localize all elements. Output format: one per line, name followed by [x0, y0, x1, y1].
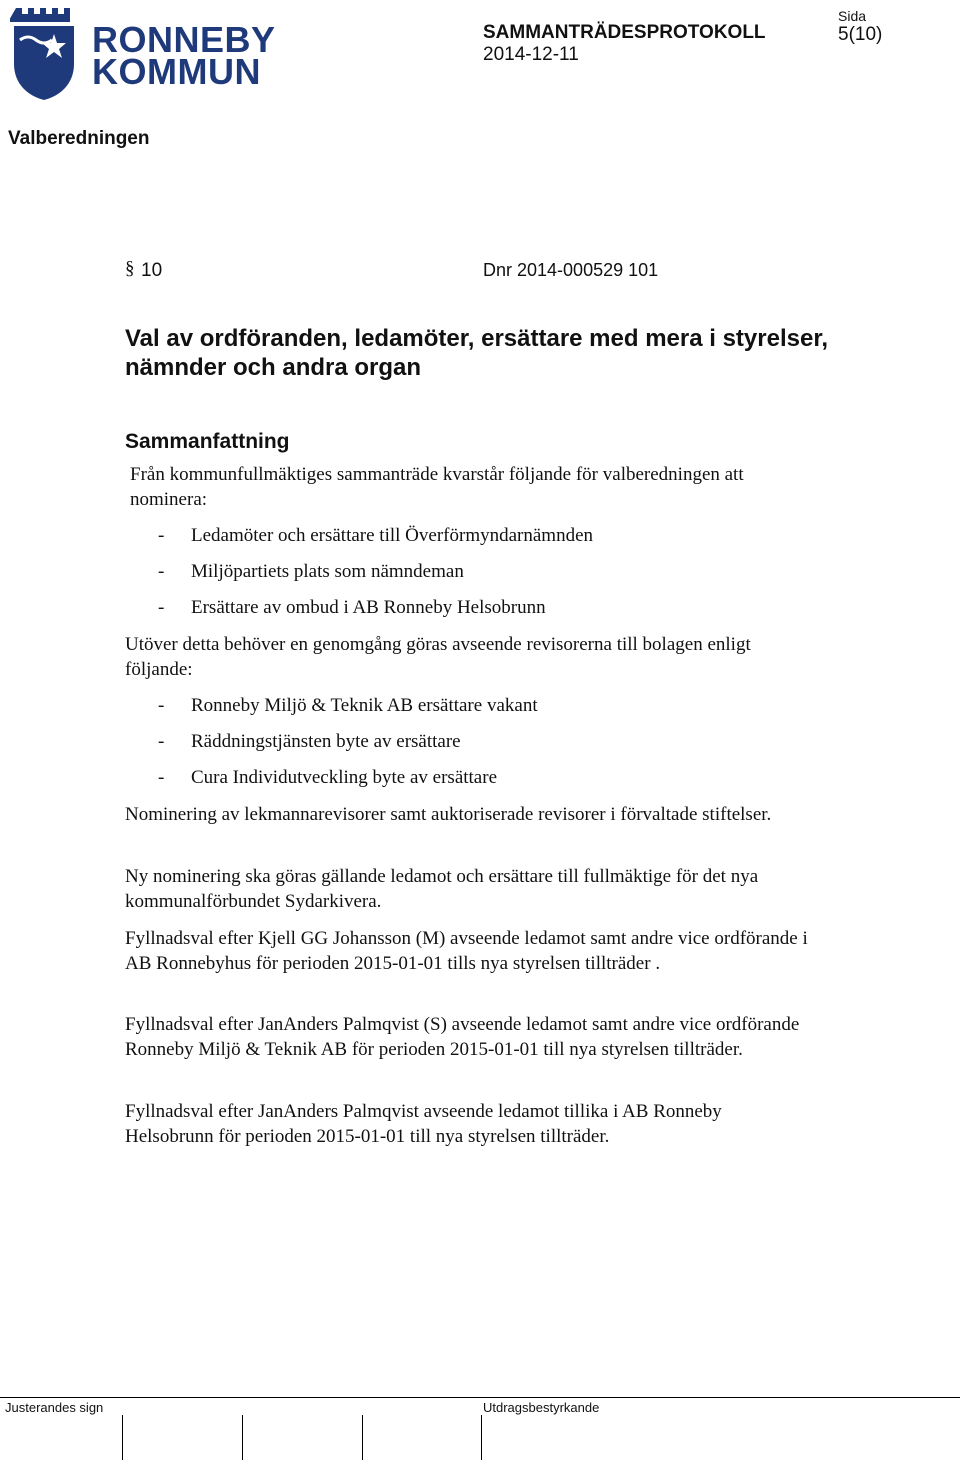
department-name: Valberedningen	[8, 128, 150, 149]
paragraph: Fyllnadsval efter Kjell GG Johansson (M) avseende ledamot samt andre vice ordförande i AB Ronnebyhus för perioden 2015-01-01 tills nya styrelsen tillträder .	[125, 928, 808, 974]
list-item: - Miljöpartiets plats som nämndeman	[158, 561, 464, 582]
paragraph-number: 10	[141, 260, 163, 281]
signature-box-divider	[481, 1415, 482, 1460]
signature-box-divider	[242, 1415, 243, 1460]
meeting-date: 2014-12-11	[483, 44, 579, 65]
municipality-logo	[10, 4, 276, 102]
list-item: - Cura Individutveckling byte av ersättare	[158, 767, 498, 788]
list-item: - Räddningstjänsten byte av ersättare	[158, 731, 461, 752]
paragraph-sign: §	[125, 258, 135, 279]
certification-label: Utdragsbestyrkande	[483, 1400, 600, 1415]
intro-paragraph: Från kommunfullmäktiges sammanträde kvarstår följande för valberedningen att nominera:	[130, 464, 744, 510]
item-header	[125, 258, 825, 284]
list-item: - Ronneby Miljö & Teknik AB ersättare vakant	[158, 695, 538, 716]
list-item: - Ersättare av ombud i AB Ronneby Helsobrunn	[158, 597, 546, 618]
logo-line-1: RONNEBY	[92, 19, 276, 60]
section-heading: Sammanfattning	[125, 430, 290, 453]
page-label: Sida	[838, 8, 867, 24]
document-type: SAMMANTRÄDESPROTOKOLL	[483, 22, 766, 43]
footer-divider	[0, 1397, 960, 1398]
coat-of-arms-icon	[10, 4, 78, 102]
logo-wordmark	[92, 19, 276, 92]
list-item: - Ledamöter och ersättare till Överförmyndarnämnden	[158, 525, 593, 546]
signature-footer	[0, 1397, 960, 1463]
paragraph: Nominering av lekmannarevisorer samt auktoriserade revisorer i förvaltade stiftelser.	[125, 804, 772, 825]
paragraph: Utöver detta behöver en genomgång göras avseende revisorerna till bolagen enligt följande:	[125, 634, 751, 680]
page-number: 5(10)	[838, 24, 883, 45]
signature-box-divider	[362, 1415, 363, 1460]
registration-number: Dnr 2014-000529 101	[483, 260, 659, 280]
item-title: Val av ordföranden, ledamöter, ersättare med mera i styrelser, nämnder och andra organ	[125, 325, 828, 381]
justification-sign-label: Justerandes sign	[5, 1400, 104, 1415]
paragraph: Fyllnadsval efter JanAnders Palmqvist avseende ledamot tillika i AB Ronneby Helsobrunn för perioden 2015-01-01 till nya styrelsen tillträder.	[125, 1101, 722, 1147]
signature-box-divider	[122, 1415, 123, 1460]
paragraph: Fyllnadsval efter JanAnders Palmqvist (S) avseende ledamot samt andre vice ordförande Ronneby Miljö & Teknik AB för perioden 2015-01-01 till nya styrelsen tillträder.	[125, 1014, 800, 1060]
logo-line-2: KOMMUN	[92, 51, 261, 92]
paragraph: Ny nominering ska göras gällande ledamot och ersättare till fullmäktige för det nya kommunalförbundet Sydarkivera.	[125, 866, 759, 912]
